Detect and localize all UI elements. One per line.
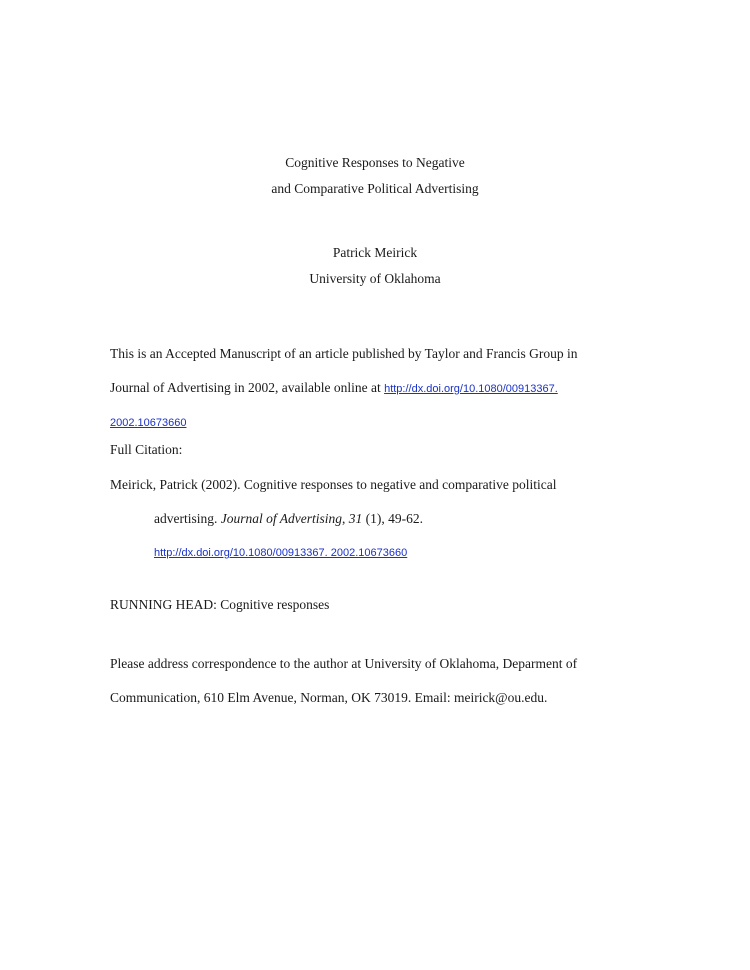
citation-line-3 [154,544,407,560]
notice-line-3 [110,414,186,430]
notice-line-2-text: Journal of Advertising in 2002, available online at [110,380,385,395]
doi-link-part-2[interactable]: 2002.10673660 [110,417,187,429]
issue-pages: (1), 49-62. [362,511,423,526]
citation-comma: , [342,511,349,526]
running-head: RUNNING HEAD: Cognitive responses [110,597,330,612]
title-line-1: Cognitive Responses to Negative [285,155,465,170]
citation-label: Full Citation: [110,442,183,457]
correspondence-line-2: Communication, 610 Elm Avenue, Norman, OK 73019. Email: meirick@ou.edu. [110,690,548,705]
journal-volume: 31 [348,511,363,526]
journal-name: Journal of Advertising [220,511,342,526]
author-affiliation: University of Oklahoma [309,271,441,286]
notice-line-2 [110,380,558,396]
notice-line-1: This is an Accepted Manuscript of an article published by Taylor and Francis Group in [110,346,578,361]
citation-line-2 [154,511,423,527]
correspondence-line-1: Please address correspondence to the author at University of Oklahoma, Deparment of [110,656,578,671]
citation-line-1: Meirick, Patrick (2002). Cognitive responses to negative and comparative political [110,477,557,492]
doi-link-part-1[interactable]: http://dx.doi.org/10.1080/00913367. [384,383,558,395]
citation-doi-link[interactable]: http://dx.doi.org/10.1080/00913367. 2002.10673660 [154,547,408,559]
author-name: Patrick Meirick [332,245,418,260]
title-line-2: and Comparative Political Advertising [271,181,479,196]
citation-prefix: advertising. [154,511,221,526]
